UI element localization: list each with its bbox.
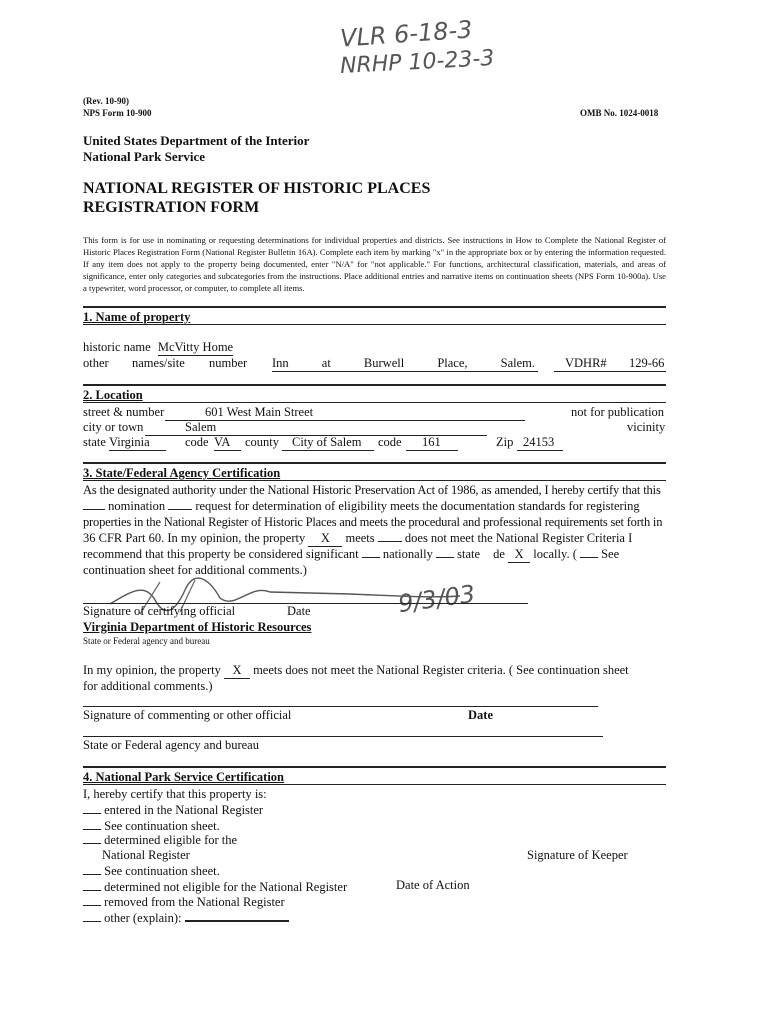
commenting-date-label: Date (468, 708, 493, 722)
nps-item-see-2 (83, 864, 220, 879)
statewide-blank[interactable] (436, 547, 454, 558)
nps-item-other (83, 910, 289, 926)
nomination-label: nomination (108, 499, 166, 513)
section1-top-rule (83, 306, 666, 308)
cert-line-d-text: 36 CFR Part 60. In my opinion, the property (83, 531, 306, 545)
section3-top-rule (83, 462, 666, 464)
opinion-text-2: meets does not meet the National Register criteria. ( See continuation sheet (253, 663, 629, 677)
cert-line-d (83, 531, 632, 547)
section3-heading: 3. State/Federal Agency Certification (83, 466, 281, 480)
does-not-meet-label: does not meet the National Register Criteria I (404, 531, 633, 545)
section2-heading: 2. Location (83, 388, 143, 402)
meets-mark[interactable]: X (308, 532, 342, 547)
form-instructions: This form is for use in nominating or requesting determinations for individual properties and districts. See instructions in How to Complete the National Register of Historic Places Registration Form (National Register Bulletin 16A). Complete each item by marking "x" in the appropriate box or by entering the information requested. If any item does not apply to the property being documented, enter "N/A" for "not applicable." For functions, architectural classification, materials, and areas of significance, enter only categories and subcategories from the instructions. Place additional entries and narrative items on continuation sheets (NPS Form 10-900a). Use a typewriter, word processor, or computer, to complete all items. (83, 235, 666, 293)
service-name: National Park Service (83, 149, 206, 164)
agency-label: State or Federal agency and bureau (83, 636, 210, 646)
section1-bottom-rule (83, 324, 666, 325)
cert-line-c: properties in the National Register of Historic Places and meets the procedural and professional requirements set forth in (83, 515, 663, 529)
statewide-suffix: de (493, 547, 505, 561)
nps-item-not-eligible (83, 880, 347, 895)
opinion-text: In my opinion, the property (83, 663, 221, 677)
eligible-blank[interactable] (83, 833, 101, 844)
county-code-label: code (378, 435, 402, 449)
cert-line-f: continuation sheet for additional comments.) (83, 563, 307, 577)
commenting-agency-rule (83, 736, 603, 737)
cert-line-b (83, 499, 640, 514)
historic-name-label: historic name (83, 340, 151, 354)
not-eligible-label: determined not eligible for the National Register (104, 880, 348, 894)
other-label: other (83, 356, 109, 370)
section3-bottom-rule (83, 480, 666, 481)
form-title-line1: NATIONAL REGISTER OF HISTORIC PLACES (83, 180, 431, 197)
certifying-date-handwritten: 9/3/03 (396, 579, 477, 619)
removed-label: removed from the National Register (104, 895, 285, 909)
names-site-label: names/site (132, 356, 185, 370)
county-label: county (245, 435, 280, 449)
nps-item-removed (83, 895, 285, 910)
state-code-label: code (185, 435, 209, 449)
other-explain-field[interactable] (185, 910, 289, 922)
nps-item-eligible (83, 833, 237, 848)
opinion-line-1 (83, 663, 629, 679)
commenting-signature-label: Signature of commenting or other official (83, 708, 292, 722)
commenting-signature-rule (83, 706, 598, 707)
city-label: city or town (83, 420, 144, 434)
cert-line-b-text: request for determination of eligibility meets the documentation standards for registering (195, 499, 640, 513)
section2-top-rule (83, 384, 666, 386)
handwritten-nrhp-note: NRHP 10-23-3 (339, 45, 495, 80)
county-code-value[interactable]: 161 (406, 435, 458, 451)
state-label: state (83, 435, 106, 449)
does-not-meet-blank[interactable] (378, 531, 402, 542)
section4-heading: 4. National Park Service Certification (83, 770, 284, 784)
see-1-label: See continuation sheet. (104, 819, 220, 833)
vdhr-label: VDHR# (565, 356, 607, 370)
nps-cert-intro: I, hereby certify that this property is: (83, 787, 267, 801)
locally-mark[interactable]: X (508, 548, 530, 563)
form-title-line2: REGISTRATION FORM (83, 199, 260, 216)
historic-name-row (83, 340, 233, 356)
city-value[interactable]: Salem (145, 420, 487, 436)
cert-line-e (83, 547, 619, 563)
eligible-label: determined eligible for the (104, 833, 238, 847)
request-blank[interactable] (168, 499, 192, 510)
nps-item-eligible-cont: National Register (102, 848, 190, 862)
nomination-blank[interactable] (83, 499, 105, 510)
locally-label: locally. ( (533, 547, 577, 561)
section4-top-rule (83, 766, 666, 768)
opinion-line-2: for additional comments.) (83, 679, 213, 693)
department-name: United States Department of the Interior (83, 133, 310, 148)
cert-line-a: As the designated authority under the National Historic Preservation Act of 1986, as amended, I hereby certify that this (83, 483, 661, 497)
certifying-date-label: Date (287, 604, 311, 618)
other-label: other (explain): (104, 911, 182, 925)
form-number: NPS Form 10-900 (83, 108, 152, 118)
see-blank[interactable] (580, 547, 598, 558)
removed-blank[interactable] (83, 895, 101, 906)
entered-blank[interactable] (83, 803, 101, 814)
street-value[interactable]: 601 West Main Street (165, 405, 525, 421)
cert-line-e-text: recommend that this property be considered significant (83, 547, 359, 561)
zip-label: Zip (496, 435, 514, 449)
vdhr-number[interactable]: 129-66 (629, 356, 665, 370)
commenting-agency-label: State or Federal agency and bureau (83, 738, 259, 752)
form-revision: (Rev. 10-90) (83, 96, 129, 106)
meets-label: meets (345, 531, 375, 545)
section4-bottom-rule (83, 784, 666, 785)
section2-bottom-rule (83, 402, 666, 403)
see-label: See (601, 547, 620, 561)
section1-heading: 1. Name of property (83, 310, 191, 324)
zip-value[interactable]: 24153 (517, 435, 563, 451)
state-label: state (457, 547, 481, 561)
number-label: number (209, 356, 248, 370)
historic-name-value[interactable]: McVitty Home (157, 340, 234, 354)
see-2-blank[interactable] (83, 864, 101, 875)
handwritten-vlr-note: VLR 6-18-3 (339, 15, 474, 53)
omb-number: OMB No. 1024-0018 (580, 108, 659, 118)
nps-item-see-1 (83, 819, 220, 834)
street-label: street & number (83, 405, 165, 419)
see-2-label: See continuation sheet. (104, 864, 220, 878)
agency-name: Virginia Department of Historic Resources (83, 620, 312, 634)
nationally-label: nationally (382, 547, 433, 561)
not-for-publication[interactable]: not for publication (571, 405, 665, 419)
date-of-action-label: Date of Action (396, 878, 470, 892)
vicinity-label[interactable]: vicinity (627, 420, 666, 434)
state-value[interactable]: Virginia (109, 435, 166, 451)
nationally-blank[interactable] (362, 547, 380, 558)
state-code-value[interactable]: VA (214, 435, 241, 451)
not-eligible-blank[interactable] (83, 880, 101, 891)
other-blank[interactable] (83, 911, 101, 922)
county-value[interactable]: City of Salem (282, 435, 374, 451)
certifying-signature-label: Signature of certifying official (83, 604, 236, 618)
see-1-blank[interactable] (83, 819, 101, 830)
keeper-signature-label: Signature of Keeper (527, 848, 628, 862)
entered-label: entered in the National Register (104, 803, 264, 817)
vdhr-rule (554, 371, 666, 372)
nps-item-entered (83, 803, 263, 818)
other-names-value[interactable]: Inn at Burwell Place, Salem. (272, 356, 538, 372)
opinion-meets-mark[interactable]: X (224, 664, 250, 679)
